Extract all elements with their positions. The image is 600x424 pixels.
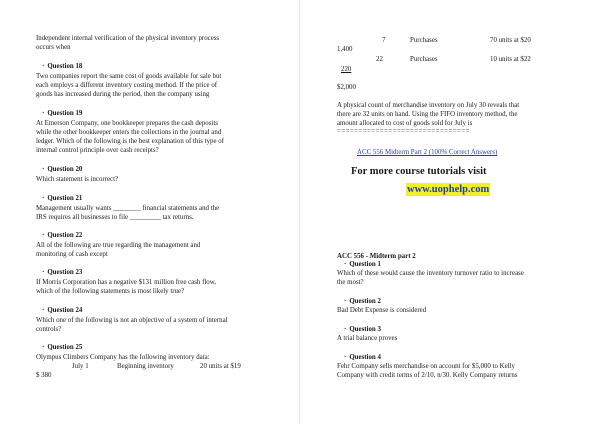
- page-divider: [299, 0, 300, 424]
- question-23-text: If Morris Corporation has a negative $131 million free cash flow,: [36, 279, 217, 286]
- question-25-heading: · Question 25: [42, 343, 82, 353]
- inventory-qty: 20 units at $19: [200, 363, 241, 370]
- question-22-text: monitoring of cash except: [36, 251, 108, 258]
- question-19-text: internal control principle over cash receipts?: [36, 147, 159, 154]
- value-1400: 1,400: [337, 46, 353, 53]
- purchase-row-desc: Purchases: [410, 37, 438, 44]
- question-4-text: Company with credit terms of 2/10, n/30. Kelly Company returns: [337, 372, 518, 379]
- question-25-para: there are 32 units on hand. Using the FIFO inventory method, the: [337, 111, 518, 118]
- question-3-text: A trial balance proves: [337, 335, 398, 342]
- question-1-text: the most?: [337, 279, 364, 286]
- question-24-text: controls?: [36, 326, 62, 333]
- question-19-text: while the other bookkeeper enters the collections in the journal and: [36, 129, 222, 136]
- purchase-row-desc: Purchases: [410, 56, 438, 63]
- question-4-text: Fehr Company sells merchandise on account for $5,000 to Kelly: [337, 363, 515, 370]
- purchase-row-date: 7: [382, 37, 386, 44]
- question-25-para: A physical count of merchandise inventory on July 30 reveals that: [337, 102, 520, 109]
- inventory-desc: Beginning inventory: [117, 363, 174, 370]
- purchase-row-qty: 70 units at $20: [490, 37, 531, 44]
- question-1-text: Which of these would cause the inventory turnover ratio to increase: [337, 270, 524, 277]
- question-23-text: which of the following statements is most likely true?: [36, 288, 185, 295]
- purchase-row-qty: 10 units at $22: [490, 56, 531, 63]
- midterm-part2-link[interactable]: ACC 556 Midterm Part 2 (100% Correct Answers): [357, 149, 498, 156]
- section-title: ACC 556 - Midterm part 2: [337, 253, 416, 260]
- website-link[interactable]: www.uophelp.com: [407, 184, 490, 195]
- question-19-text: At Emerson Company, one bookkeeper prepares the cash deposits: [36, 120, 218, 127]
- question-23-heading: · Question 23: [42, 268, 82, 278]
- inventory-total: $ 380: [36, 372, 52, 379]
- intro-line-2: occurs when: [36, 44, 71, 51]
- question-18-text: Two companies report the same cost of goods available for sale but: [36, 73, 222, 80]
- question-18-heading: · Question 18: [42, 62, 82, 72]
- question-2-heading: · Question 2: [344, 297, 381, 307]
- question-25-text: Olympus Climbers Company has the following inventory data:: [36, 354, 210, 361]
- question-20-heading: · Question 20: [42, 165, 82, 175]
- question-20-text: Which statement is incorrect?: [36, 176, 119, 183]
- value-2000: $2,000: [337, 84, 356, 91]
- question-24-heading: · Question 24: [42, 306, 82, 316]
- question-19-text: ledger. Which of the following is the best explanation of this type of: [36, 138, 224, 145]
- question-19-heading: · Question 19: [42, 109, 82, 119]
- question-3-heading: · Question 3: [344, 325, 381, 335]
- question-22-heading: · Question 22: [42, 231, 82, 241]
- purchase-row-date: 22: [376, 56, 383, 63]
- more-tutorials-text: For more course tutorials visit: [351, 166, 487, 177]
- question-18-text: each employs a different inventory costing method. If the price of: [36, 82, 218, 89]
- question-21-text: IRS requires all businesses to file _________ tax returns.: [36, 214, 194, 221]
- question-18-text: goods has increased during the period, then the company using: [36, 91, 210, 98]
- question-24-text: Which one of the following is not an objective of a system of internal: [36, 317, 228, 324]
- question-25-para: amount allocated to cost of goods sold for July is: [337, 120, 473, 127]
- value-220: 220: [341, 66, 352, 73]
- inventory-date: July 1: [72, 363, 89, 370]
- separator: ===============================: [337, 128, 470, 135]
- intro-line-1: Independent internal verification of the physical inventory process: [36, 35, 220, 42]
- question-4-heading: · Question 4: [344, 353, 381, 363]
- question-1-heading: · Question 1: [344, 260, 381, 270]
- question-21-heading: · Question 21: [42, 194, 82, 204]
- question-21-text: Management usually wants ________ financial statements and the: [36, 205, 220, 212]
- question-2-text: Bad Debt Expense is considered: [337, 307, 427, 314]
- question-22-text: All of the following are true regarding the management and: [36, 242, 201, 249]
